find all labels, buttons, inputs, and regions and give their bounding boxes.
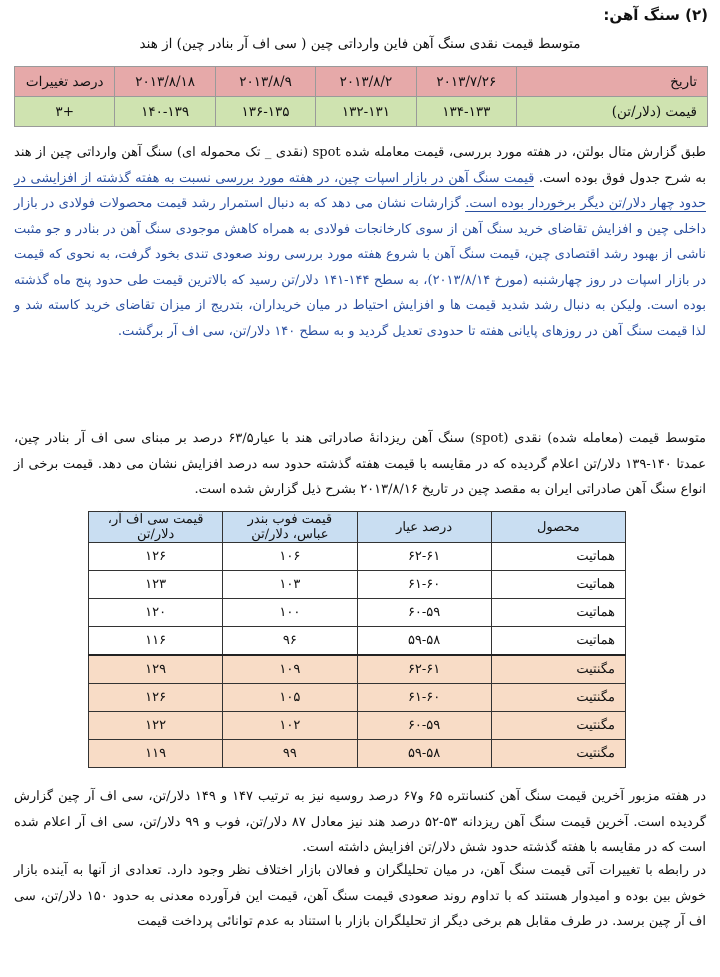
price-value-cell: ۱۳۴-۱۳۳ bbox=[416, 97, 516, 127]
paragraph-russia-india-prices: در هفته مزبور آخرین قیمت سنگ آهن کنسانتره ۶۵ و۶۷ درصد روسیه نیز به ترتیب ۱۴۷ و ۱۴۹ دلار/تن، سی اف آر چین گزارش گردیده است. آخرین قیمت سنگ آهن ریزدانه ۵۳-۵۲ درصد هند نیز معادل ۸۷ دلار/تن، فوب و ۹۹ دلار/تن، سی اف آر اعلام شده است که در مقایسه با هفته گذشته حدود شش دلار/تن افزایش داشته است. bbox=[14, 789, 707, 855]
table-row bbox=[89, 571, 626, 599]
product-cell: هماتیت bbox=[491, 543, 625, 571]
highlighted-price-sentence: قیمت سنگ آهن در بازار اسپات چین، در هفته مورد بررسی نسبت به هفته گذشته از افزایشی در حدود چهار دلار/تن دیگر برخوردار بوده است. bbox=[14, 170, 706, 211]
iron-header-cfr: قیمت سی اف آر، دلار/تن bbox=[89, 512, 223, 543]
iron-header-product: محصول bbox=[491, 512, 625, 543]
cfr-cell: ۱۲۲ bbox=[89, 712, 223, 740]
price-header-cell: تاریخ bbox=[517, 67, 708, 97]
product-cell: مگنتیت bbox=[491, 655, 625, 684]
grade-cell: ۶۲-۶۱ bbox=[357, 543, 491, 571]
price-header-cell: درصد تغییرات bbox=[15, 67, 115, 97]
table-row bbox=[89, 655, 626, 684]
product-cell: هماتیت bbox=[491, 627, 625, 656]
price-value-cell: ۱۴۰-۱۳۹ bbox=[115, 97, 215, 127]
grade-cell: ۶۱-۶۰ bbox=[357, 684, 491, 712]
product-cell: هماتیت bbox=[491, 571, 625, 599]
paragraph-india-price: متوسط قیمت (معامله شده) نقدی (spot) سنگ آهن ریزدانهٔ صادراتی هند با عیار۶۳/۵ درصد بر مبنای سی اف آر بنادر چین، عمدتا ۱۴۰-۱۳۹ دلار/تن اعلام گردیده که در مقایسه با قیمت هفته گذشته حدود سه درصد افزایش نشان می دهد. قیمت برخی از انواع سنگ آهن صادراتی ایران به مقصد چین در تاریخ ۲۰۱۳/۸/۱۶ بشرح ذیل گزارش شده است. bbox=[14, 431, 707, 497]
grade-cell: ۵۹-۵۸ bbox=[357, 740, 491, 768]
table-row bbox=[89, 599, 626, 627]
grade-cell: ۶۰-۵۹ bbox=[357, 712, 491, 740]
price-header-cell: ۲۰۱۳/۷/۲۶ bbox=[416, 67, 516, 97]
iron-table-header-row bbox=[89, 512, 626, 543]
cfr-cell: ۱۲۰ bbox=[89, 599, 223, 627]
grade-cell: ۶۲-۶۱ bbox=[357, 655, 491, 684]
fob-cell: ۱۰۶ bbox=[223, 543, 357, 571]
price-header-cell: ۲۰۱۳/۸/۱۸ bbox=[115, 67, 215, 97]
cfr-cell: ۱۱۹ bbox=[89, 740, 223, 768]
highlighted-analysis-text: گزارشات نشان می دهد که به دنبال استمرار رشد قیمت محصولات فولادی در بازار داخلی چین و افزایش تقاضای خرید سنگ آهن از سوی کارخانجات فولادی به همراه کاهش موجودی سنگ آهن در بنادر و جو مثبت ناشی از بهبود رشد اقتصادی چین، قیمت سنگ آهن با شروع هفته مورد بررسی روند صعودی تندی بخود گرفت، به نحوی که قیمت در بازار اسپات در روز چهارشنبه (مورخ ۲۰۱۳/۸/۱۴)، به سطح ۱۴۴-۱۴۱ دلار/تن رسید که بالاترین قیمت طی حدود پنج ماه گذشته بوده است. ولیکن به دنبال رشد شدید قیمت ها و افزایش احتیاط در میان خریداران، بتدریج از میزان تقاضای خرید کاسته شد و لذا قیمت سنگ آهن در روزهای پایانی هفته تا حدودی تعدیل گردید و به سطح ۱۴۰ دلار/تن، سی اف آر برگشت. bbox=[14, 196, 706, 339]
fob-cell: ۹۶ bbox=[223, 627, 357, 656]
table-row bbox=[89, 712, 626, 740]
paragraph-lead-text: طبق گزارش متال بولتن، در هفته مورد بررسی، قیمت معامله شده spot (نقدی _ تک محموله ای) سنگ آهن وارداتی چین از هند به شرح جدول فوق بوده است. bbox=[14, 145, 706, 186]
grade-cell: ۶۱-۶۰ bbox=[357, 571, 491, 599]
section-heading: (۲) سنگ آهن: bbox=[603, 6, 708, 24]
cfr-cell: ۱۲۳ bbox=[89, 571, 223, 599]
product-cell: هماتیت bbox=[491, 599, 625, 627]
fob-cell: ۹۹ bbox=[223, 740, 357, 768]
price-value-cell: قیمت (دلار/تن) bbox=[517, 97, 708, 127]
grade-cell: ۶۰-۵۹ bbox=[357, 599, 491, 627]
fob-cell: ۱۰۳ bbox=[223, 571, 357, 599]
table-row bbox=[89, 543, 626, 571]
fob-cell: ۱۰۲ bbox=[223, 712, 357, 740]
product-cell: مگنتیت bbox=[491, 684, 625, 712]
price-header-cell: ۲۰۱۳/۸/۲ bbox=[316, 67, 416, 97]
product-cell: مگنتیت bbox=[491, 712, 625, 740]
iron-header-grade: درصد عیار bbox=[357, 512, 491, 543]
table-row bbox=[89, 627, 626, 656]
iron-header-fob: قیمت فوب بندر عباس، دلار/تن bbox=[223, 512, 357, 543]
price-value-cell: +۳ bbox=[15, 97, 115, 127]
fob-cell: ۱۰۵ bbox=[223, 684, 357, 712]
price-value-cell: ۱۳۶-۱۳۵ bbox=[215, 97, 315, 127]
table-title: متوسط قیمت نقدی سنگ آهن فاین وارداتی چین ( سی اف آر بنادر چین) از هند bbox=[139, 36, 581, 52]
price-table bbox=[14, 66, 708, 127]
table-row bbox=[89, 740, 626, 768]
price-value-cell: ۱۳۲-۱۳۱ bbox=[316, 97, 416, 127]
price-header-cell: ۲۰۱۳/۸/۹ bbox=[215, 67, 315, 97]
cfr-cell: ۱۱۶ bbox=[89, 627, 223, 656]
product-cell: مگنتیت bbox=[491, 740, 625, 768]
cfr-cell: ۱۲۶ bbox=[89, 684, 223, 712]
iran-iron-ore-price-table bbox=[88, 511, 626, 768]
price-table-value-row bbox=[15, 97, 708, 127]
fob-cell: ۱۰۹ bbox=[223, 655, 357, 684]
fob-cell: ۱۰۰ bbox=[223, 599, 357, 627]
cfr-cell: ۱۲۹ bbox=[89, 655, 223, 684]
paragraph-outlook: در رابطه با تغییرات آتی قیمت سنگ آهن، در میان تحلیلگران و فعالان بازار اختلاف نظر وجود دارد. تعدادی از آنها به آینده بازار خوش بین بوده و امیدوار هستند که با تداوم روند صعودی قیمت سنگ آهن، قیمت این فرآورده معدنی به حدود ۱۵۰ دلار/تن، سی اف آر چین برسد. در طرف مقابل هم برخی دیگر از تحلیلگران بازار با استناد به عدم توانائی پرداخت قیمت bbox=[14, 863, 706, 929]
cfr-cell: ۱۲۶ bbox=[89, 543, 223, 571]
price-table-header-row bbox=[15, 67, 708, 97]
table-row bbox=[89, 684, 626, 712]
paragraph-market-report bbox=[14, 140, 706, 344]
grade-cell: ۵۹-۵۸ bbox=[357, 627, 491, 656]
